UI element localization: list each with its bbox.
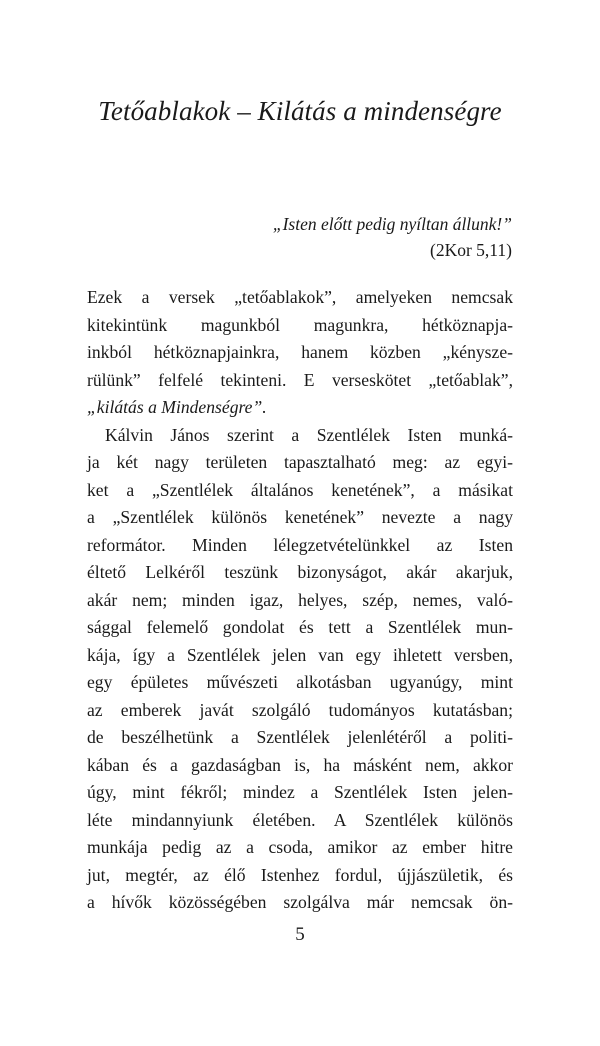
text-line: a „Szentlélek különös kenetének” nevezte a nagy bbox=[87, 507, 513, 527]
text-line: reformátor. Minden lélegzetvételünkkel az Isten bbox=[87, 534, 513, 555]
text-line: de beszélhetünk a Szentlélek jelenlétéről a politi- bbox=[87, 727, 513, 747]
text-line: kája, így a Szentlélek jelen van egy ihletett versben, bbox=[87, 644, 513, 665]
text-line: éltető Lelkéről teszünk bizonyságot, akár akarjuk, bbox=[87, 562, 513, 582]
paragraph-2 bbox=[87, 422, 513, 917]
text-line: léte mindannyiunk életében. A Szentlélek különös bbox=[87, 809, 513, 830]
motto-block bbox=[273, 211, 512, 263]
text-line: Kálvin János szerint a Szentlélek Isten munká- bbox=[105, 424, 513, 445]
text-line: Ezek a versek „tetőablakok”, amelyeken nemcsak bbox=[87, 287, 513, 307]
motto-reference: (2Kor 5,11) bbox=[430, 240, 512, 260]
text-line: úgy, mint fékről; mindez a Szentlélek Isten jelen- bbox=[87, 782, 513, 802]
text-line: inkból hétköznapjainkra, hanem közben „kénysze- bbox=[87, 342, 513, 362]
text-line: rülünk” felfelé tekinteni. E verseskötet „tetőablak”, bbox=[87, 369, 513, 390]
text-line: ket a „Szentlélek általános kenetének”, a másikat bbox=[87, 479, 513, 500]
text-line: ja két nagy területen tapasztalható meg: az egyi- bbox=[87, 452, 513, 472]
italic-phrase: „kilátás a Mindenségre”. bbox=[87, 397, 267, 417]
chapter-title: Tetőablakok – Kilátás a mindenségre bbox=[98, 96, 502, 126]
text-line: kában és a gazdaságban is, ha másként nem, akkor bbox=[87, 754, 513, 775]
page-number: 5 bbox=[295, 924, 305, 945]
text-line bbox=[87, 394, 513, 422]
body-text bbox=[87, 284, 513, 917]
text-line: sággal felemelő gondolat és tett a Szentlélek mun- bbox=[87, 617, 513, 637]
paragraph-1 bbox=[87, 284, 513, 422]
text-line: jut, megtér, az élő Istenhez fordul, újjászületik, és bbox=[87, 864, 513, 885]
text-line: egy épületes művészeti alkotásban ugyanúgy, mint bbox=[87, 672, 513, 692]
text-line: az emberek javát szolgáló tudományos kutatásban; bbox=[87, 699, 513, 720]
text-line: akár nem; minden igaz, helyes, szép, nemes, való- bbox=[87, 589, 513, 610]
text-line: kitekintünk magunkból magunkra, hétköznapja- bbox=[87, 314, 513, 335]
text-line: a hívők közösségében szolgálva már nemcsak ön- bbox=[87, 892, 513, 912]
motto-quote: „Isten előtt pedig nyíltan állunk!” bbox=[272, 214, 512, 234]
text-line: munkája pedig az a csoda, amikor az ember hitre bbox=[87, 837, 513, 857]
